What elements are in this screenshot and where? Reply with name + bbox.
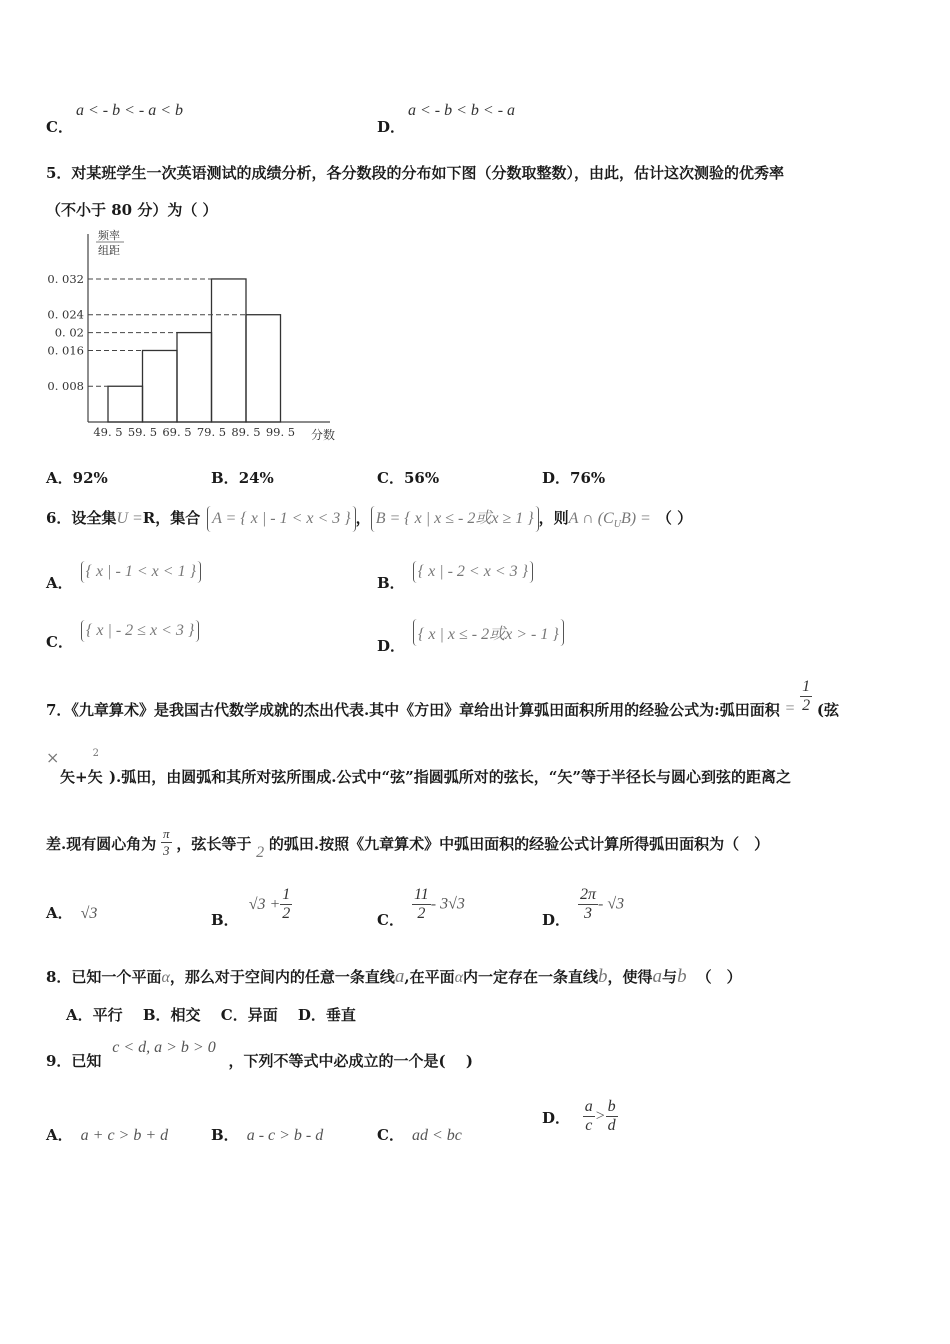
q6-option-d: D．{ x | x ≤ - 2或x > - 1 } [377,619,564,646]
q5-option-b: B．24% [211,469,274,487]
q5-option-d: D．76% [542,469,606,487]
q5-histogram [40,226,350,448]
q4-option-d-math: a < - b < b < - a [408,102,516,119]
y-tick-label: 0. 02 [54,325,84,340]
y-tick-label: 0. 008 [47,379,84,394]
histogram-bar [143,350,178,422]
q9-option-b: B． a - c > b - d [211,1126,324,1144]
q7-stem-line3: 差.现有圆心角为 $\frac{\pi}{3}$ ，弦长等于 2 的弧田.按照《九章算术》中弧田面积的经验公式计算所得弧田面积为（ ） [46,826,770,861]
q4-option-c-label: C． [46,118,73,136]
y-tick-label: 0. 016 [47,343,84,358]
histogram-bar [177,333,212,422]
histogram-bar [212,279,247,422]
x-tick-label: 59. 5 [127,425,158,439]
y-axis-label-bottom: 组距 [98,244,120,257]
x-tick-label: 79. 5 [196,425,227,439]
q8-stem: 8．已知一个平面α，那么对于空间内的任意一条直线a,在平面α内一定存在一条直线b，使得a与b （ ） [46,966,742,987]
q6-option-c: C．{ x | - 2 ≤ x < 3 } [46,619,199,642]
q9-option-c: C． ad < bc [377,1126,462,1144]
x-tick-label: 49. 5 [93,425,123,439]
q6-stem: 6．设全集U =R，集合 A = { x | - 1 < x < 3 } ， B = { x | x ≤ - 2或x ≥ 1 } ，则A ∩ $(C_UB)$ = （ ） [46,506,692,536]
q7-option-c: C． $\frac{11}{2}$ - 3√3 [377,886,465,929]
set-b-definition: B = { x | x ≤ - 2或x ≥ 1 } [371,506,539,532]
x-tick-label: 99. 5 [265,425,296,439]
q4-option-c-math: a < - b < - a < b [76,102,184,119]
q8-options: A．平行 B．相交 C．异面 D．垂直 [66,1006,356,1024]
set-a-definition: A = { x | - 1 < x < 3 } [207,506,356,532]
q9-option-a: A． a + c > b + d [46,1126,169,1144]
q5-option-c: C．56% [377,469,440,487]
q9-stem: 9．已知 c < d, a > b > 0 ，下列不等式中必成立的一个是( ) [46,1039,473,1070]
y-tick-label: 0. 032 [47,271,84,286]
q5-stem-line2: （不小于 80 分）为（ ） [46,201,218,219]
x-tick-label: 69. 5 [162,425,192,439]
q5-option-a: A．92% [46,469,108,487]
x-tick-label: 89. 5 [231,425,261,439]
q4-option-d-label: D． [377,118,406,136]
q7-option-d: D． $\frac{2\pi}{3}$ - √3 [542,886,625,929]
y-tick-label: 0. 024 [47,307,84,322]
q9-option-d: D． $\frac{a}{c}$ > $\frac{b}{d}$ [542,1098,616,1134]
x-axis-label: 分数 [311,428,336,442]
q5-stem-line1: 5．对某班学生一次英语测试的成绩分析，各分数段的分布如下图（分数取整数），由此，估计这次测验的优秀率 [46,164,784,182]
q6-option-b: B．{ x | - 2 < x < 3 } [377,560,533,583]
q7-option-a: A． √3 [46,904,98,922]
q7-stem-line2: × 矢+矢$^2$).弧田，由圆弧和其所对弦所围成.公式中“弦”指圆弧所对的弦长，“矢”等于半径长与圆心到弦的距离之 [46,748,792,786]
y-axis-label-top: 频率 [98,229,120,242]
histogram-bar [246,315,281,422]
q7-stem-line1: 7．《九章算术》是我国古代数学成就的杰出代表.其中《方田》章给出计算弧田面积所用的经验公式为:弧田面积 = $\frac{1}{2}$ (弦 [46,678,839,719]
q7-option-b: B．√3 + $\frac{1}{2}$ [211,886,291,929]
histogram-bar [108,386,143,422]
q6-option-a: A．{ x | - 1 < x < 1 } [46,560,201,583]
